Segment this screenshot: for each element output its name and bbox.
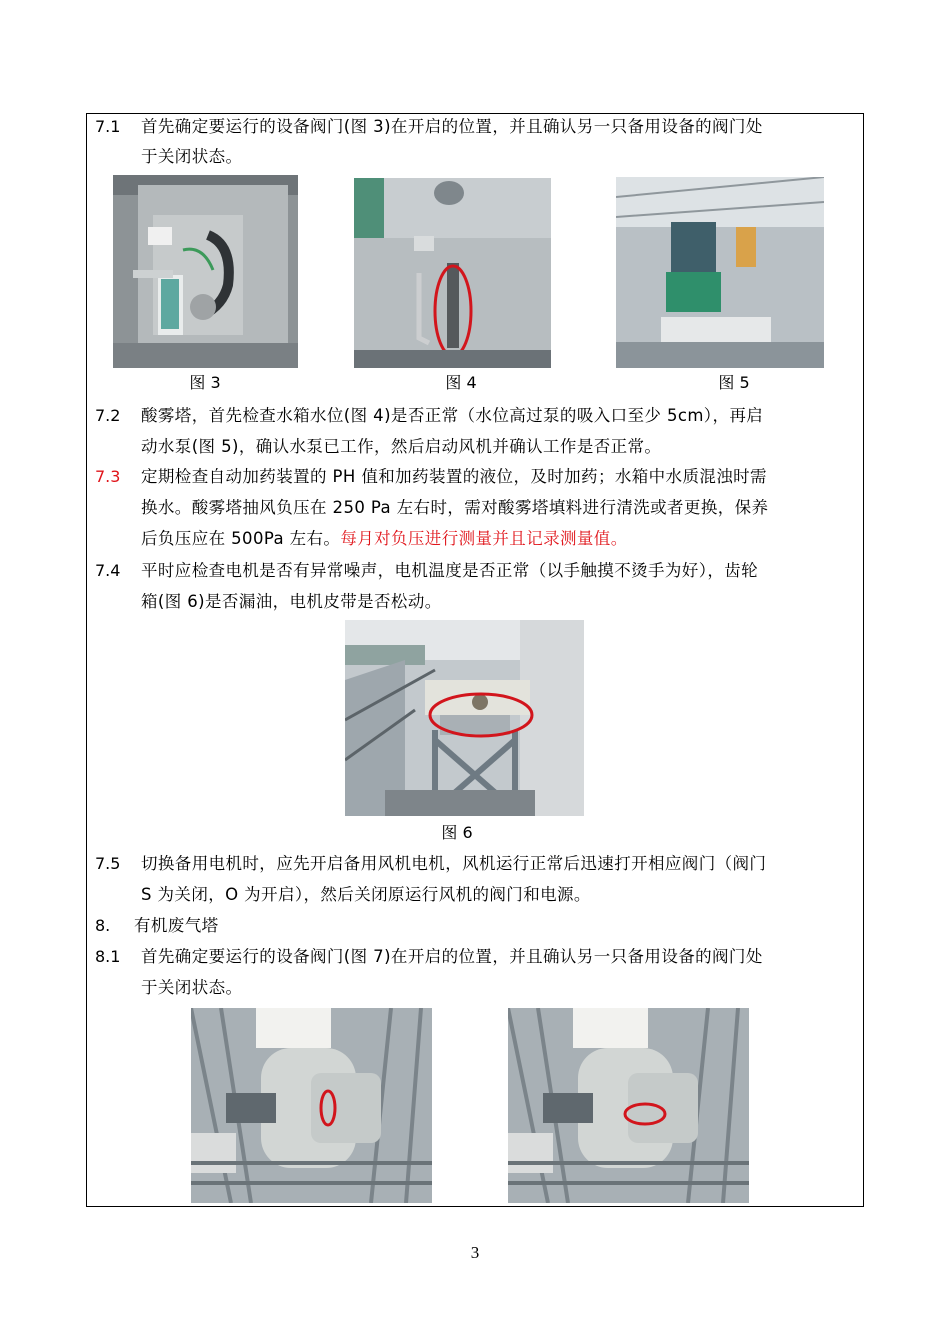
figure-3-valve-photo [113,175,298,368]
figure-5-pump-photo [616,177,824,368]
figure-4-caption: 图 4 [445,373,477,392]
monthly-measurement-note: 每月对负压进行测量并且记录测量值。 [340,529,628,548]
paragraph-7-5-line2: S 为关闭，O 为开启），然后关闭原运行风机的阀门和电源。 [141,885,591,904]
paragraph-8-1-line2: 于关闭状态。 [141,978,243,997]
figure-3-caption: 图 3 [189,373,221,392]
section-8-title: 有机废气塔 [134,916,219,935]
paragraph-8-1-line1: 首先确定要运行的设备阀门(图 7)在开启的位置，并且确认另一只备用设备的阀门处 [141,947,763,966]
item-number-7-1: 7.1 [95,117,121,136]
paragraph-7-5-line1: 切换备用电机时，应先开启备用风机电机，风机运行正常后迅速打开相应阀门（阀门 [141,854,767,873]
paragraph-7-3-line2: 换水。酸雾塔抽风负压在 250 Pa 左右时，需对酸雾塔填料进行清洗或者更换，保养 [141,498,769,517]
figure-5-caption: 图 5 [718,373,750,392]
paragraph-7-2-line1: 酸雾塔，首先检查水箱水位(图 4)是否正常（水位高过泵的吸入口至少 5cm），再启 [141,406,764,425]
paragraph-7-3-line3-text: 后负压应在 500Pa 左右。 [141,529,341,548]
item-number-8-1: 8.1 [95,947,121,966]
paragraph-7-3-line3 [141,528,628,550]
figure-7-fan-left-photo [191,1008,432,1203]
paragraph-7-2-line2: 动水泵(图 5)，确认水泵已工作，然后启动风机并确认工作是否正常。 [141,437,662,456]
item-number-8: 8. [95,916,111,935]
figure-4-water-tank-photo [354,178,551,368]
item-number-7-2: 7.2 [95,406,121,425]
item-number-7-4: 7.4 [95,561,121,580]
paragraph-7-1-line1: 首先确定要运行的设备阀门(图 3)在开启的位置，并且确认另一只备用设备的阀门处 [141,117,763,136]
figure-6-gearbox-photo [345,620,584,816]
page-number: 3 [470,1243,480,1262]
paragraph-7-4-line2: 箱(图 6)是否漏油，电机皮带是否松动。 [141,592,442,611]
item-number-7-5: 7.5 [95,854,121,873]
figure-7-fan-right-photo [508,1008,749,1203]
item-number-7-3: 7.3 [95,467,121,486]
paragraph-7-4-line1: 平时应检查电机是否有异常噪声，电机温度是否正常（以手触摸不烫手为好），齿轮 [141,561,759,580]
paragraph-7-3-line1: 定期检查自动加药装置的 PH 值和加药装置的液位，及时加药；水箱中水质混浊时需 [141,467,767,486]
paragraph-7-1-line2: 于关闭状态。 [141,147,243,166]
figure-6-caption: 图 6 [441,823,473,842]
